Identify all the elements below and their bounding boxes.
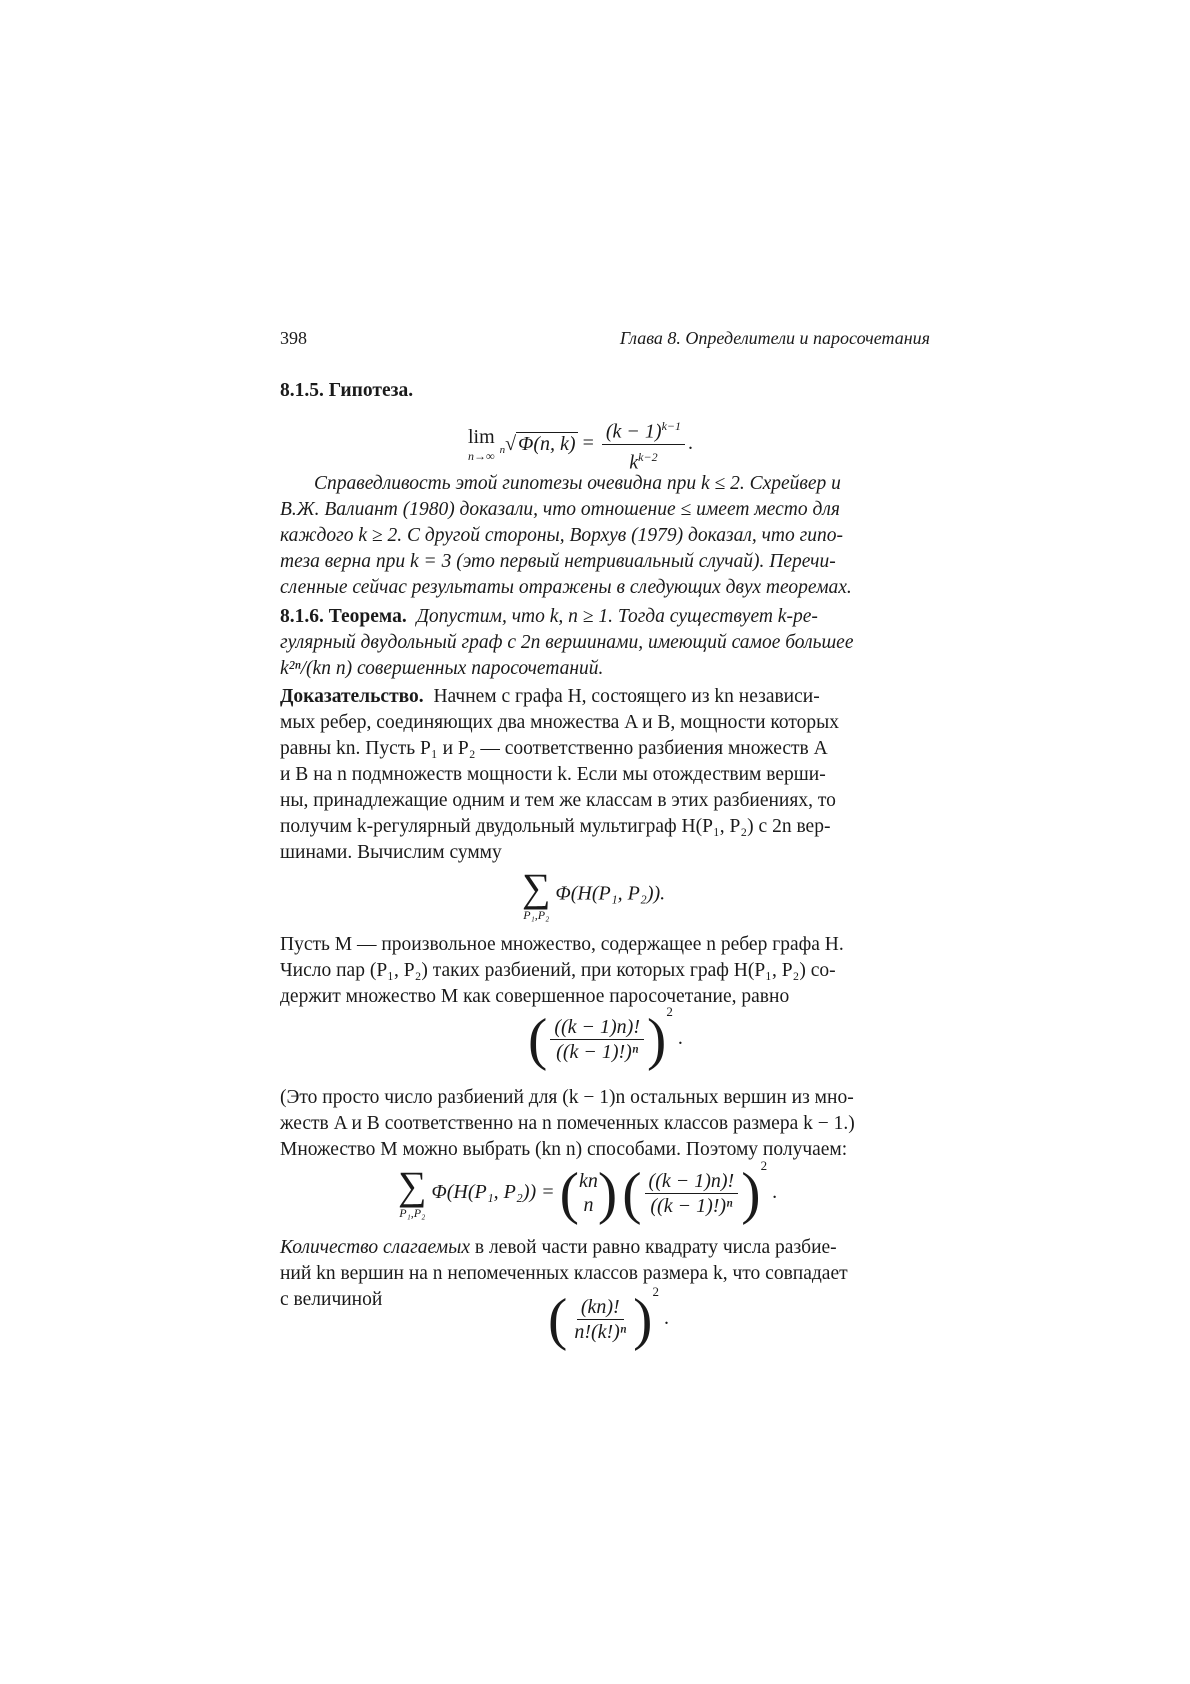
fraction-formula-2: ( $\frac{(kn)!}{\text{n!(k!)ⁿ}}$ )$^2$ . — [548, 1284, 669, 1352]
proof-paragraph-2: Пусть M — произвольное множество, содержащее n ребер графа H. Число пар (P₁, P₂) таких разбиений, при которых граф H(P₁, P₂) со- держит множество M как совершенное паросочетание, равно — [280, 934, 844, 1007]
hypothesis-paragraph: Справедливость этой гипотезы очевидна при k ≤ 2. Схрейвер и В.Ж. Валиант (1980) доказали, что отношение ≤ имеет место для каждого k ≥ 2. С другой стороны, Ворхув (1979) доказал, что гипо- теза верна при k = 3 (это первый нетривиальный случай). Перечи- сленные сейчас результаты отражены в следующих двух теоремах. — [280, 473, 852, 598]
proof-paragraph-3: (Это просто число разбиений для (k − 1)n остальных вершин из мно- жеств A и B соответственно на n помеченных классов размера k − 1.) Множество M можно выбрать (kn n) способами. Поэтому получаем: — [280, 1087, 855, 1160]
chapter-title: Глава 8. Определители и паросочетания — [619, 328, 930, 348]
sum-formula-1: ∑ P₁,P₂ Φ(H(P₁, P₂)). — [522, 865, 666, 922]
sum-formula-2: ∑ P₁,P₂ Φ(H(P₁, P₂)) = ( kn n ) ( $\frac{((k - 1)n)!}{\text{((k − 1)!)ⁿ}}$ )$^2$ . — [398, 1158, 778, 1226]
page-number: 398 — [280, 328, 307, 348]
emphasis-term: Количество слагаемых — [280, 1237, 470, 1258]
nth-root: n √ Φ(n, k) — [499, 433, 576, 457]
proof-paragraph: Доказательство. Начнем с графа H, состоящего из kn независи- мых ребер, соединяющих два множества A и B, мощности которых равны kn. Пусть P₁ и P₂ — соответственно разбиения множеств A и B на n подмножеств мощности k. Если мы отождествим верши- ны, принадлежащие одним и тем же классам в этих разбиениях, то получим k-регулярный двудольный мультиграф H(P₁, P₂) с 2n вер- шинами. Вычислим сумму — [280, 686, 839, 863]
binomial: kn n — [579, 1170, 598, 1217]
theorem: 8.1.6. Теорема. Допустим, что k, n ≥ 1. Тогда существует k-ре- гулярный двудольный граф с 2n вершинами, имеющий самое большее k²ⁿ/(kn n) совершенных паросочетаний. — [280, 606, 854, 679]
theorem-heading: 8.1.6. Теорема. — [280, 606, 407, 627]
fraction-formula-1: ( $\frac{((k - 1)n)!}{\text{((k − 1)!)ⁿ}}$ )$^2$ . — [528, 1004, 683, 1072]
hypothesis-heading: 8.1.5. Гипотеза. — [280, 380, 414, 401]
proof-paragraph-4: Количество слагаемых в левой части равно квадрату числа разбие- ний kn вершин на n непомеченных классов размера k, что совпадает с величиной — [280, 1237, 848, 1310]
hypothesis-fraction: $\frac{(k - 1)^{k-1}}{k^{k-2}}$ — [602, 414, 685, 474]
hypothesis-formula: lim n→∞ n √ Φ(n, k) = $\frac{(k - 1)^{k-1}}{k^{k-2}}$ . — [468, 414, 693, 474]
sum-operator: ∑ P₁,P₂ — [398, 1163, 427, 1221]
sum-operator: ∑ P₁,P₂ — [522, 865, 551, 922]
limit-operator: lim n→∞ — [468, 425, 495, 463]
proof-heading: Доказательство. — [280, 686, 424, 707]
